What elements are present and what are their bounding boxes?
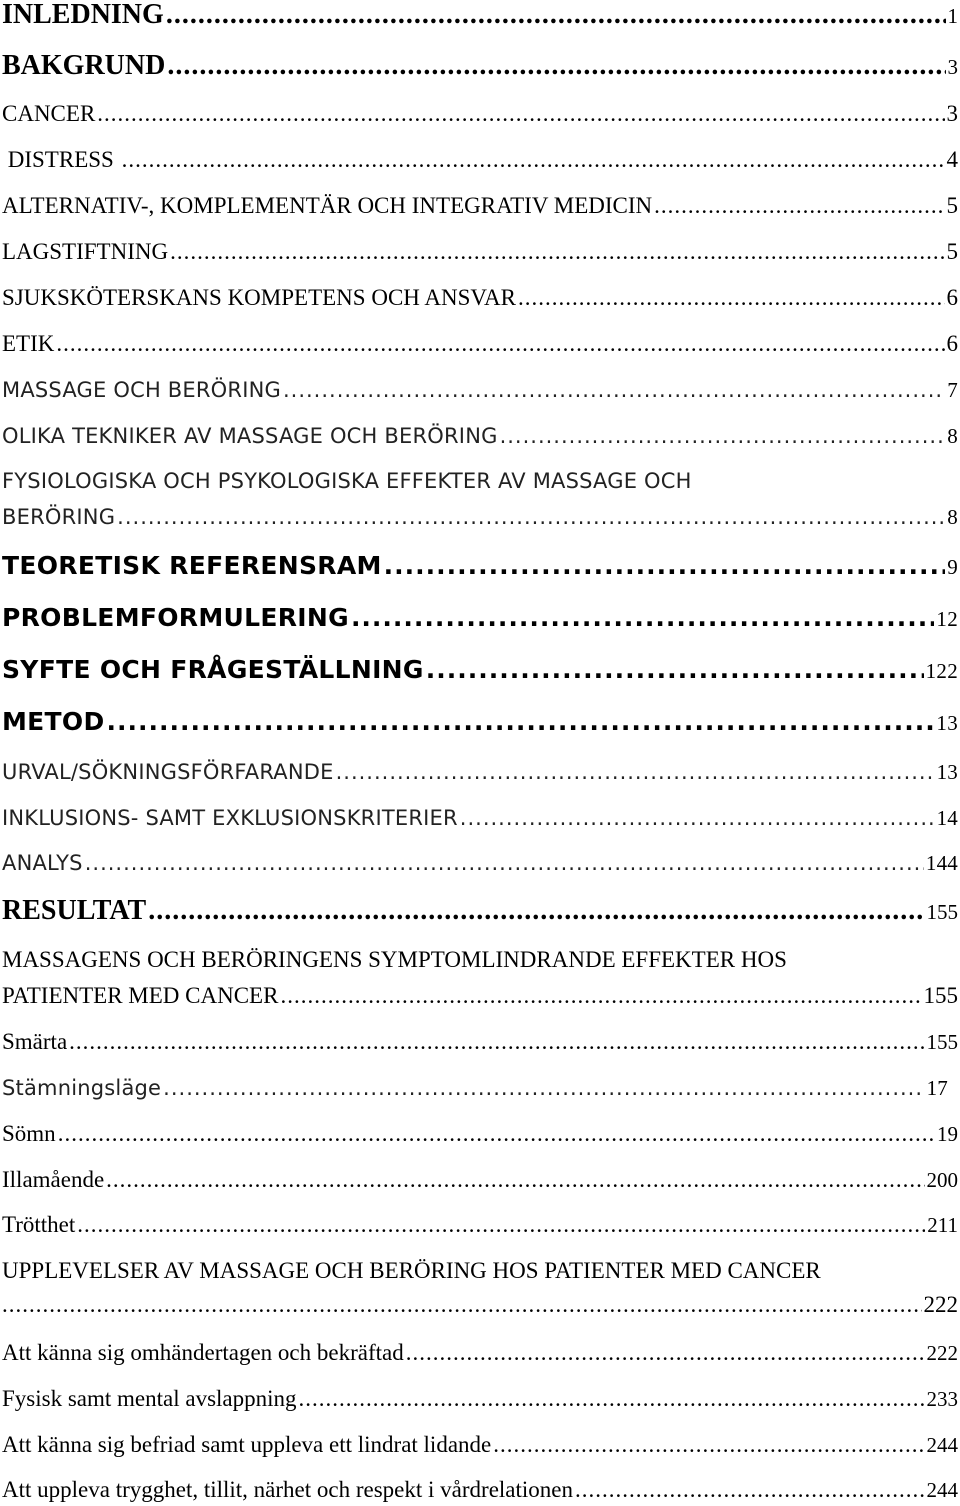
toc-entry-page: 7 (947, 378, 958, 402)
toc-entry-page: 244 (926, 1478, 958, 1502)
dot-leader (77, 1210, 925, 1240)
toc-entry-distress[interactable] (2, 145, 958, 175)
dot-leader (167, 51, 945, 81)
dot-leader (58, 1119, 935, 1149)
toc-entry-title: Illamående (2, 1167, 105, 1192)
dot-leader (107, 707, 935, 737)
toc-entry-title: RESULTAT (2, 895, 147, 926)
dot-leader (426, 655, 924, 685)
toc-entry-page: 3 (946, 101, 958, 126)
toc-entry-massage-och-beroring[interactable] (2, 375, 958, 405)
toc-entry-page: 13 (936, 760, 958, 784)
toc-entry-metod[interactable] (2, 707, 958, 738)
toc-entry-inklusionskriterier[interactable] (2, 803, 958, 833)
toc-entry-title: ANALYS (2, 851, 83, 875)
dot-leader (122, 145, 945, 175)
toc-entry-title: Att känna sig befriad samt uppleva ett lindrat lidande (2, 1432, 492, 1457)
toc-entry-title: Stämningsläge (2, 1076, 162, 1100)
toc-entry-title: ETIK (2, 331, 55, 356)
toc-entry-title-line1: MASSAGENS OCH BERÖRINGENS SYMPTOMLINDRANDE EFFEKTER HOS (2, 947, 787, 972)
toc-entry-bakgrund[interactable] (2, 51, 958, 82)
dot-leader (69, 1027, 924, 1057)
toc-entry-alternativ-medicin[interactable] (2, 191, 958, 221)
toc-entry-somn[interactable] (2, 1119, 958, 1149)
toc-entry-inledning[interactable] (2, 0, 958, 31)
dot-leader (406, 1338, 925, 1368)
toc-entry-title: LAGSTIFTNING (2, 239, 169, 264)
toc-entry-title-line1: UPPLEVELSER AV MASSAGE OCH BERÖRING HOS PATIENTER MED CANCER (2, 1258, 821, 1283)
toc-entry-problemformulering[interactable] (2, 603, 958, 634)
toc-entry-title: DISTRESS (2, 147, 120, 172)
dot-leader (500, 421, 946, 451)
toc-entry-page: 8 (947, 505, 958, 529)
toc-entry-title: MASSAGE OCH BERÖRING (2, 378, 281, 402)
dot-leader (56, 329, 944, 359)
toc-entry-page: 155 (923, 983, 958, 1008)
toc-entry-page: 6 (946, 285, 958, 310)
toc-entry-urval[interactable] (2, 757, 958, 787)
dot-leader (163, 1073, 924, 1103)
toc-entry-page: 5 (946, 239, 958, 264)
toc-entry-trygghet[interactable] (2, 1475, 958, 1505)
toc-entry-cancer[interactable] (2, 99, 958, 129)
toc-entry-title: SYFTE OCH FRÅGESTÄLLNING (2, 655, 424, 684)
toc-entry-title: OLIKA TEKNIKER AV MASSAGE OCH BERÖRING (2, 424, 498, 448)
toc-entry-title: SJUKSKÖTERSKANS KOMPETENS OCH ANSVAR (2, 285, 516, 310)
dot-leader (85, 848, 924, 878)
toc-entry-title: INLEDNING (2, 0, 164, 30)
toc-entry-syfte-och-fragestallning[interactable] (2, 655, 958, 686)
toc-entry-teoretisk-referensram[interactable] (2, 551, 958, 582)
toc-entry-title: CANCER (2, 101, 96, 126)
toc-entry-page: 14 (936, 806, 958, 830)
toc-entry-title: Att uppleva trygghet, tillit, närhet och respekt i vårdrelationen (2, 1477, 573, 1502)
toc-entry-page: 9 (947, 555, 958, 579)
toc-entry-fysiologiska-effekter[interactable] (2, 466, 958, 532)
toc-entry-title: URVAL/SÖKNINGSFÖRFARANDE (2, 760, 334, 784)
toc-entry-title-line1: FYSIOLOGISKA OCH PSYKOLOGISKA EFFEKTER AV MASSAGE OCH (2, 469, 692, 493)
toc-entry-title: PROBLEMFORMULERING (2, 603, 349, 632)
toc-entry-page: 6 (946, 331, 958, 356)
toc-entry-page: 13 (936, 711, 958, 735)
toc-entry-befriad[interactable] (2, 1430, 958, 1460)
toc-entry-symptomlindrande-effekter[interactable] (2, 945, 958, 1011)
toc-entry-illamaende[interactable] (2, 1165, 958, 1195)
dot-leader (575, 1475, 925, 1505)
toc-entry-title: METOD (2, 707, 105, 736)
toc-entry-title: Smärta (2, 1029, 68, 1054)
toc-entry-title: INKLUSIONS- SAMT EXKLUSIONSKRITERIER (2, 806, 458, 830)
dot-leader (166, 0, 946, 30)
toc-entry-page: 122 (925, 659, 958, 683)
dot-leader (460, 803, 935, 833)
toc-entry-title: PATIENTER MED CANCER (2, 983, 279, 1008)
toc-entry-upplevelser[interactable] (2, 1256, 958, 1320)
toc-entry-omhandertagen[interactable] (2, 1338, 958, 1368)
toc-entry-title: Fysisk samt mental avslappning (2, 1386, 297, 1411)
dot-leader (299, 1384, 925, 1414)
toc-entry-title: BAKGRUND (2, 50, 166, 81)
toc-entry-resultat[interactable] (2, 896, 958, 927)
toc-entry-trotthet[interactable] (2, 1210, 958, 1240)
toc-entry-sjukskoterskans-kompetens[interactable] (2, 283, 958, 313)
toc-entry-title: Trötthet (2, 1212, 76, 1237)
dot-leader (283, 375, 945, 405)
dot-leader (97, 99, 944, 129)
dot-leader (384, 551, 946, 581)
toc-entry-smarta[interactable] (2, 1027, 958, 1057)
toc-entry-analys[interactable] (2, 848, 958, 878)
dot-leader (280, 981, 921, 1011)
toc-entry-page: 12 (936, 607, 958, 631)
toc-entry-page: 155 (926, 1030, 958, 1054)
toc-entry-lagstiftning[interactable] (2, 237, 958, 267)
toc-entry-page: 144 (925, 851, 958, 875)
dot-leader (170, 237, 944, 267)
toc-entry-page: 233 (926, 1387, 958, 1411)
toc-entry-title: BERÖRING (2, 505, 116, 529)
toc-entry-page: 244 (926, 1433, 958, 1457)
dot-leader (148, 896, 924, 926)
toc-entry-page: 155 (926, 900, 958, 924)
toc-entry-page: 19 (937, 1122, 958, 1146)
dot-leader (493, 1430, 924, 1460)
toc-entry-page: 1 (947, 4, 958, 28)
toc-entry-olika-tekniker[interactable] (2, 421, 958, 451)
toc-entry-page: 8 (947, 424, 958, 448)
dot-leader (106, 1165, 924, 1195)
toc-entry-title: ALTERNATIV-, KOMPLEMENTÄR OCH INTEGRATIV MEDICIN (2, 193, 653, 218)
toc-entry-title: Sömn (2, 1121, 56, 1146)
toc-entry-title: TEORETISK REFERENSRAM (2, 551, 382, 580)
toc-entry-page: 17 (926, 1076, 948, 1100)
toc-entry-page: 200 (926, 1168, 958, 1192)
dot-leader (654, 191, 944, 221)
toc-entry-avslappning[interactable] (2, 1384, 958, 1414)
toc-entry-page: 5 (946, 193, 958, 218)
dot-leader (2, 1290, 922, 1320)
toc-entry-page: 222 (923, 1292, 958, 1317)
toc-entry-title: Att känna sig omhändertagen och bekräftad (2, 1340, 404, 1365)
toc-entry-stamningslage[interactable] (2, 1073, 948, 1103)
dot-leader (117, 502, 945, 532)
toc-entry-page: 222 (926, 1341, 958, 1365)
toc-entry-etik[interactable] (2, 329, 958, 359)
dot-leader (351, 603, 934, 633)
dot-leader (518, 283, 945, 313)
toc-entry-page: 4 (946, 147, 958, 172)
toc-entry-page: 211 (927, 1213, 958, 1237)
dot-leader (336, 757, 935, 787)
toc-entry-page: 3 (947, 55, 958, 79)
